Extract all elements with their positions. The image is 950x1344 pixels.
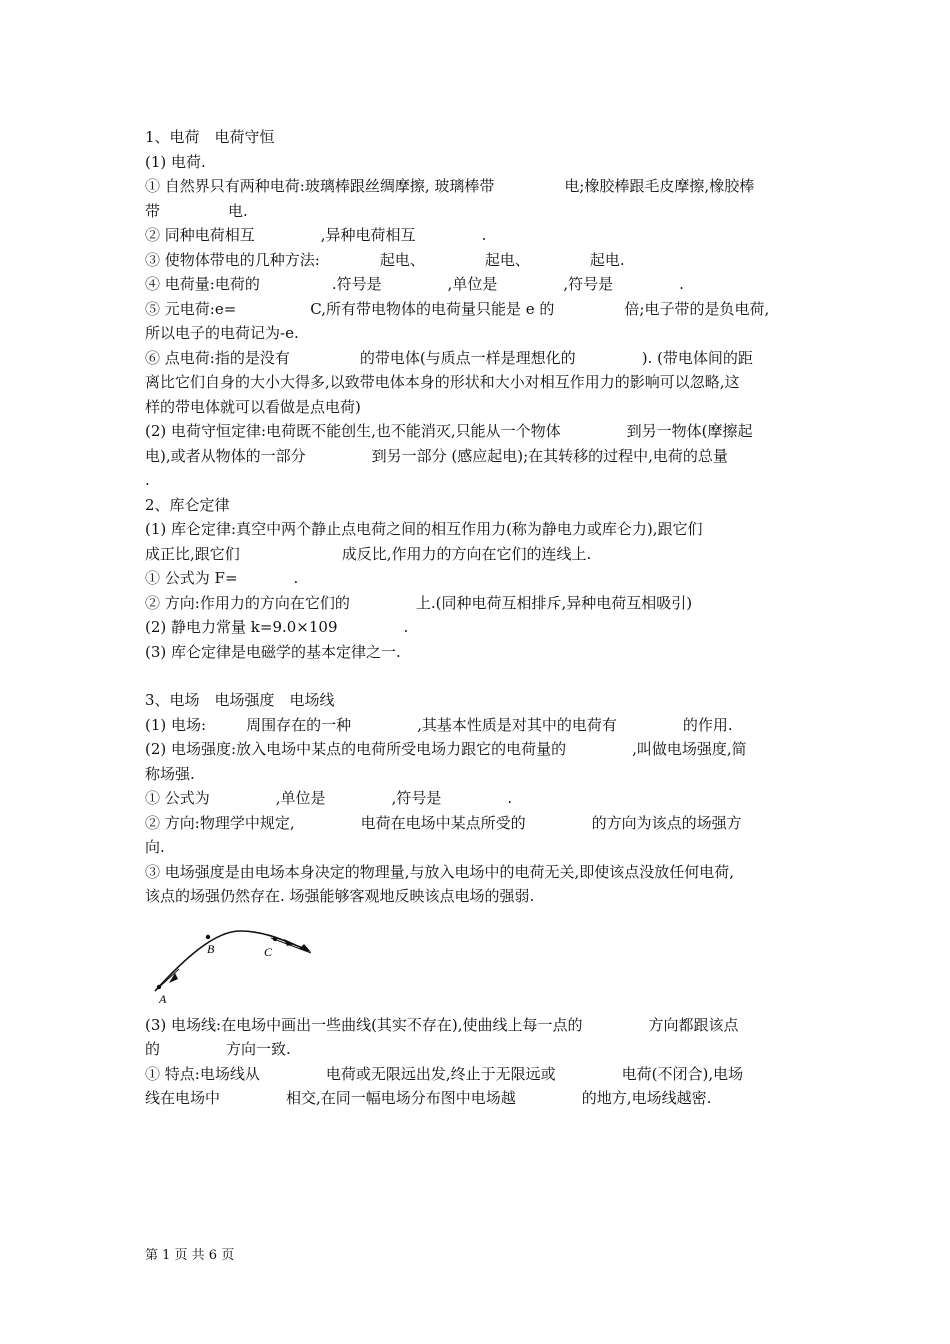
electric-field-line-figure (145, 913, 808, 1005)
paragraph-line: (2) 电荷守恒定律:电荷既不能创生,也不能消灭,只能从一个物体 到另一物体(摩擦起 (145, 422, 753, 440)
paragraph-line: 带 电. (145, 201, 248, 220)
paragraph-line: (2) 静电力常量 k=9.0×109 . (145, 618, 409, 636)
field-line-diagram (145, 913, 325, 1005)
paragraph-line: ③ 使物体带电的几种方法: 起电、 起电、 起电. (145, 250, 625, 269)
page-footer: 第 1 页 共 6 页 (145, 1248, 235, 1263)
paragraph-line: 称场强. (145, 764, 195, 783)
section-heading: 2、库仑定律 (145, 495, 230, 514)
paragraph-line: (2) 电场强度:放入电场中某点的电荷所受电场力跟它的电荷量的 ,叫做电场强度,简 (145, 740, 747, 758)
paragraph-line: 线在电场中 相交,在同一幅电场分布图中电场越 的地方,电场线越密. (145, 1089, 712, 1107)
subheading: (1) 电荷. (145, 152, 206, 171)
label-a: A (159, 991, 167, 1005)
paragraph-line: ⑤ 元电荷:e= C,所有带电物体的电荷量只能是 e 的 倍;电子带的是负电荷, (145, 299, 770, 318)
section-heading: 3、电场 电场强度 电场线 (145, 691, 335, 709)
paragraph-line: (3) 电场线:在电场中画出一些曲线(其实不存在),使曲线上每一点的 方向都跟该点 (145, 1015, 739, 1034)
paragraph-line: ① 自然界只有两种电荷:玻璃棒跟丝绸摩擦, 玻璃棒带 电;橡胶棒跟毛皮摩擦,橡胶棒 (145, 177, 755, 195)
paragraph-line: ⑥ 点电荷:指的是没有 的带电体(与质点一样是理想化的 ). (带电体间的距 (145, 348, 753, 367)
section-heading: 1、电荷 电荷守恒 (145, 128, 275, 146)
paragraph-line: (1) 库仑定律:真空中两个静止点电荷之间的相互作用力(称为静电力或库仑力),跟它们 (145, 520, 703, 538)
paragraph-line: 该点的场强仍然存在. 场强能够客观地反映该点电场的强弱. (145, 887, 535, 905)
paragraph-line: ② 方向:物理学中规定, 电荷在电场中某点所受的 的方向为该点的场强方 (145, 813, 742, 832)
paragraph-line: ② 方向:作用力的方向在它们的 上.(同种电荷互相排斥,异种电荷互相吸引) (145, 593, 693, 612)
paragraph-line: 所以电子的电荷记为-e. (145, 324, 299, 342)
point-a (157, 984, 161, 988)
paragraph-line: (1) 电场: 周围存在的一种 ,其基本性质是对其中的电荷有 的作用. (145, 715, 733, 734)
label-b: B (207, 941, 215, 956)
paragraph-line: . (145, 471, 150, 489)
paragraph-line: ① 公式为 F= . (145, 569, 299, 587)
paragraph-line: 离比它们自身的大小大得多,以致带电体本身的形状和大小对相互作用力的影响可以忽略,这 (145, 373, 740, 391)
paragraph-line: ③ 电场强度是由电场本身决定的物理量,与放入电场中的电荷无关,即使该点没放任何电荷, (145, 862, 735, 881)
paragraph-line: 的 方向一致. (145, 1040, 291, 1058)
paragraph-line: (3) 库仑定律是电磁学的基本定律之一. (145, 642, 401, 661)
point-b (206, 934, 210, 938)
paragraph-line: 电),或者从物体的一部分 到另一部分 (感应起电);在其转移的过程中,电荷的总量 (145, 446, 728, 465)
paragraph-line: ① 公式为 ,单位是 ,符号是 . (145, 789, 513, 807)
paragraph-line: ② 同种电荷相互 ,异种电荷相互 . (145, 226, 487, 244)
paragraph-line: 样的带电体就可以看做是点电荷) (145, 397, 361, 416)
label-c: C (264, 944, 273, 959)
paragraph-line: ④ 电荷量:电荷的 .符号是 ,单位是 ,符号是 . (145, 275, 684, 293)
paragraph-line: ① 特点:电场线从 电荷或无限远出发,终止于无限远或 电荷(不闭合),电场 (145, 1064, 744, 1083)
field-line-curve (155, 931, 305, 991)
paragraph-line: 向. (145, 838, 165, 856)
point-c (273, 936, 277, 940)
document-body (145, 125, 808, 1111)
paragraph-line: 成正比,跟它们 成反比,作用力的方向在它们的连线上. (145, 544, 592, 563)
